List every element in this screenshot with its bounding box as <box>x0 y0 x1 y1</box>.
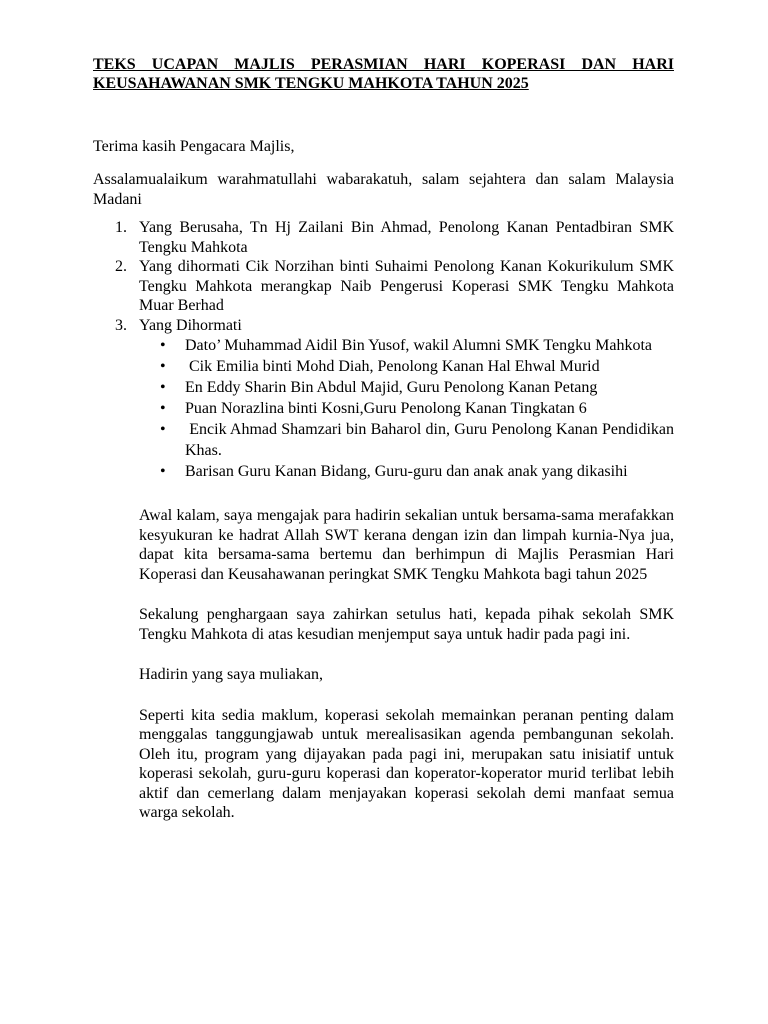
dignitary-item <box>93 316 679 483</box>
bullet-icon: • <box>160 379 166 396</box>
bullet-icon: • <box>160 463 166 480</box>
dignitary-item <box>93 257 674 316</box>
guest-item <box>138 419 679 461</box>
bullet-icon: • <box>160 400 166 417</box>
guest-text: Encik Ahmad Shamzari bin Baharol din, Guru Penolong Kanan Pendidikan Khas. <box>185 421 679 459</box>
guest-text: En Eddy Sharin Bin Abdul Majid, Guru Penolong Kanan Petang <box>185 379 598 396</box>
list-number: 1. <box>115 219 127 236</box>
guest-item <box>138 398 674 419</box>
dignitary-text: Yang Dihormati <box>139 316 242 334</box>
paragraph-opening: Awal kalam, saya mengajak para hadirin sekalian untuk bersama-sama merafakkan kesyukuran ke hadrat Allah SWT kerana dengan izin dan limpah kurnia-Nya jua, dapat kita bersama-sama bertemu dan berhimpun di Majlis Perasmian Hari Koperasi dan Keusahawanan peringkat SMK Tengku Mahkota bagi tahun 2025 <box>139 507 674 583</box>
dignitaries-list <box>93 218 679 482</box>
greeting-line: Terima kasih Pengacara Majlis, <box>93 138 295 155</box>
paragraph-appreciation: Sekalung penghargaan saya zahirkan setulus hati, kepada pihak sekolah SMK Tengku Mahkota di atas kesudian menjemput saya untuk hadir pada pagi ini. <box>139 606 674 643</box>
guest-item <box>138 377 674 398</box>
dignitary-text: Yang Berusaha, Tn Hj Zailani Bin Ahmad, Penolong Kanan Pentadbiran SMK Tengku Mahkota <box>139 219 674 256</box>
bullet-icon: • <box>160 358 166 375</box>
guest-text: Puan Norazlina binti Kosni,Guru Penolong Kanan Tingkatan 6 <box>185 400 587 417</box>
guest-item <box>138 461 674 482</box>
guest-text: Dato’ Muhammad Aidil Bin Yusof, wakil Alumni SMK Tengku Mahkota <box>185 337 653 354</box>
document-page <box>93 55 679 823</box>
paragraph-address: Hadirin yang saya muliakan, <box>139 666 323 683</box>
guest-item <box>138 356 674 377</box>
guest-item <box>138 335 674 356</box>
paragraph-cooperative: Seperti kita sedia maklum, koperasi sekolah memainkan peranan penting dalam menggalas tanggungjawab untuk merealisasikan agenda pembangunan sekolah. Oleh itu, program yang dijayakan pada pagi ini, merupakan satu inisiatif untuk koperasi sekolah, guru-guru koperasi dan koperator-koperator murid terlibat lebih aktif dan cemerlang dalam menjayakan koperasi sekolah demi manfaat semua warga sekolah. <box>139 706 674 821</box>
bullet-icon: • <box>160 337 166 354</box>
bullet-icon: • <box>160 421 166 438</box>
list-number: 2. <box>115 258 127 275</box>
dignitary-item <box>93 218 674 257</box>
dignitary-text: Yang dihormati Cik Norzihan binti Suhaimi Penolong Kanan Kokurikulum SMK Tengku Mahkota merangkap Naib Pengerusi Koperasi SMK Tengku Mahkota Muar Berhad <box>139 258 674 314</box>
guests-sublist <box>139 335 679 482</box>
salutation-paragraph: Assalamualaikum warahmatullahi wabarakatuh, salam sejahtera dan salam Malaysia Madani <box>93 171 674 208</box>
document-title: TEKS UCAPAN MAJLIS PERASMIAN HARI KOPERASI DAN HARI KEUSAHAWANAN SMK TENGKU MAHKOTA TAHUN 2025 <box>93 56 674 92</box>
guest-text: Cik Emilia binti Mohd Diah, Penolong Kanan Hal Ehwal Murid <box>185 358 600 375</box>
list-number: 3. <box>115 316 127 334</box>
guest-text: Barisan Guru Kanan Bidang, Guru-guru dan anak anak yang dikasihi <box>185 463 628 480</box>
